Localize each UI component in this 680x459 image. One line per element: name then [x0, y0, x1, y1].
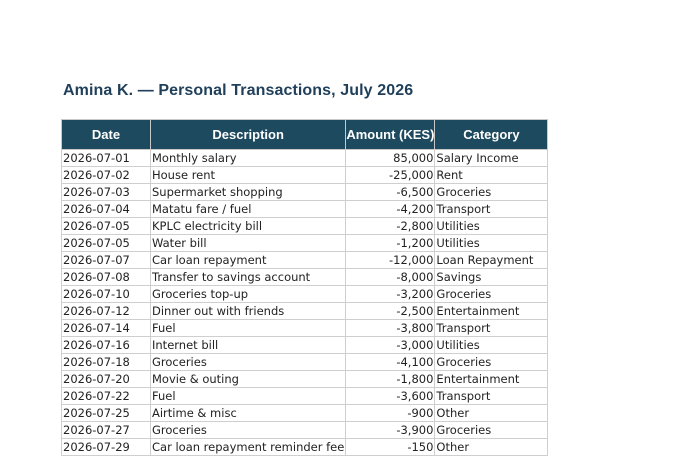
cell-description: Groceries: [151, 422, 346, 439]
cell-date: 2026-07-02: [62, 167, 151, 184]
cell-category: Loan Repayment: [435, 252, 548, 269]
table-row: [62, 184, 548, 201]
cell-date: 2026-07-16: [62, 337, 151, 354]
cell-description: Groceries top-up: [151, 286, 346, 303]
table-row: [62, 371, 548, 388]
cell-description: Fuel: [151, 320, 346, 337]
cell-date: 2026-07-05: [62, 235, 151, 252]
table-row: [62, 405, 548, 422]
cell-amount: -900: [346, 405, 435, 422]
cell-description: KPLC electricity bill: [151, 218, 346, 235]
cell-amount: -4,200: [346, 201, 435, 218]
cell-category: Groceries: [435, 286, 548, 303]
table-header-row: [62, 120, 548, 150]
cell-amount: -4,100: [346, 354, 435, 371]
cell-description: House rent: [151, 167, 346, 184]
cell-category: Utilities: [435, 337, 548, 354]
cell-date: 2026-07-12: [62, 303, 151, 320]
table-row: [62, 167, 548, 184]
cell-category: Other: [435, 405, 548, 422]
table-row: [62, 320, 548, 337]
cell-date: 2026-07-04: [62, 201, 151, 218]
cell-date: 2026-07-22: [62, 388, 151, 405]
cell-category: Savings: [435, 269, 548, 286]
cell-description: Car loan repayment reminder fee: [152, 440, 345, 454]
cell-category: Utilities: [435, 218, 548, 235]
cell-description: Transfer to savings account: [151, 269, 346, 286]
cell-description: Water bill: [151, 235, 346, 252]
cell-category: Transport: [435, 388, 548, 405]
cell-amount: -12,000: [346, 252, 435, 269]
table-row: [62, 235, 548, 252]
cell-description: Monthly salary: [151, 150, 346, 167]
cell-category: Entertainment: [435, 303, 548, 320]
cell-date: 2026-07-29: [62, 439, 151, 456]
cell-amount: 85,000: [346, 150, 435, 167]
table-row: [62, 422, 548, 439]
column-header-description: Description: [151, 120, 346, 150]
column-header-amount: Amount (KES): [346, 120, 435, 150]
cell-description: Fuel: [151, 388, 346, 405]
cell-description: Airtime & misc: [151, 405, 346, 422]
table-row: [62, 286, 548, 303]
cell-category: Transport: [435, 201, 548, 218]
cell-category: Transport: [435, 320, 548, 337]
cell-amount: -2,800: [346, 218, 435, 235]
cell-category: Rent: [435, 167, 548, 184]
table-row: [62, 201, 548, 218]
cell-date: 2026-07-05: [62, 218, 151, 235]
cell-amount: -150: [346, 439, 435, 456]
table-row: [62, 303, 548, 320]
table-row: [62, 439, 548, 456]
cell-category: Salary Income: [435, 150, 548, 167]
cell-amount: -3,200: [346, 286, 435, 303]
cell-category: Groceries: [435, 184, 548, 201]
column-header-date: Date: [62, 120, 151, 150]
cell-date: 2026-07-18: [62, 354, 151, 371]
cell-date: 2026-07-07: [62, 252, 151, 269]
cell-date: 2026-07-27: [62, 422, 151, 439]
cell-category: Entertainment: [435, 371, 548, 388]
column-header-category: Category: [435, 120, 548, 150]
document-title: Amina K. — Personal Transactions, July 2026: [63, 82, 414, 99]
table-row: [62, 354, 548, 371]
cell-amount: -8,000: [346, 269, 435, 286]
cell-date: 2026-07-03: [62, 184, 151, 201]
cell-description: Internet bill: [151, 337, 346, 354]
cell-amount: -25,000: [346, 167, 435, 184]
cell-description: Matatu fare / fuel: [151, 201, 346, 218]
cell-date: 2026-07-10: [62, 286, 151, 303]
cell-amount: -2,500: [346, 303, 435, 320]
cell-amount: -1,200: [346, 235, 435, 252]
cell-amount: -1,800: [346, 371, 435, 388]
cell-amount: -3,800: [346, 320, 435, 337]
transactions-table: [61, 119, 548, 456]
table-row: [62, 150, 548, 167]
cell-description: Groceries: [151, 354, 346, 371]
cell-description: Car loan repayment: [151, 252, 346, 269]
cell-date: 2026-07-14: [62, 320, 151, 337]
cell-amount: -3,600: [346, 388, 435, 405]
cell-description: Supermarket shopping: [151, 184, 346, 201]
cell-description: Movie & outing: [151, 371, 346, 388]
table-row: [62, 252, 548, 269]
cell-date: 2026-07-20: [62, 371, 151, 388]
cell-date: 2026-07-25: [62, 405, 151, 422]
cell-category: Groceries: [435, 354, 548, 371]
cell-category: Groceries: [435, 422, 548, 439]
cell-category: Utilities: [435, 235, 548, 252]
table-row: [62, 269, 548, 286]
cell-date: 2026-07-08: [62, 269, 151, 286]
cell-date: 2026-07-01: [62, 150, 151, 167]
cell-amount: -3,900: [346, 422, 435, 439]
cell-category: Other: [435, 439, 548, 456]
cell-amount: -3,000: [346, 337, 435, 354]
cell-amount: -6,500: [346, 184, 435, 201]
table-row: [62, 388, 548, 405]
table-row: [62, 337, 548, 354]
table-row: [62, 218, 548, 235]
cell-description: Dinner out with friends: [151, 303, 346, 320]
